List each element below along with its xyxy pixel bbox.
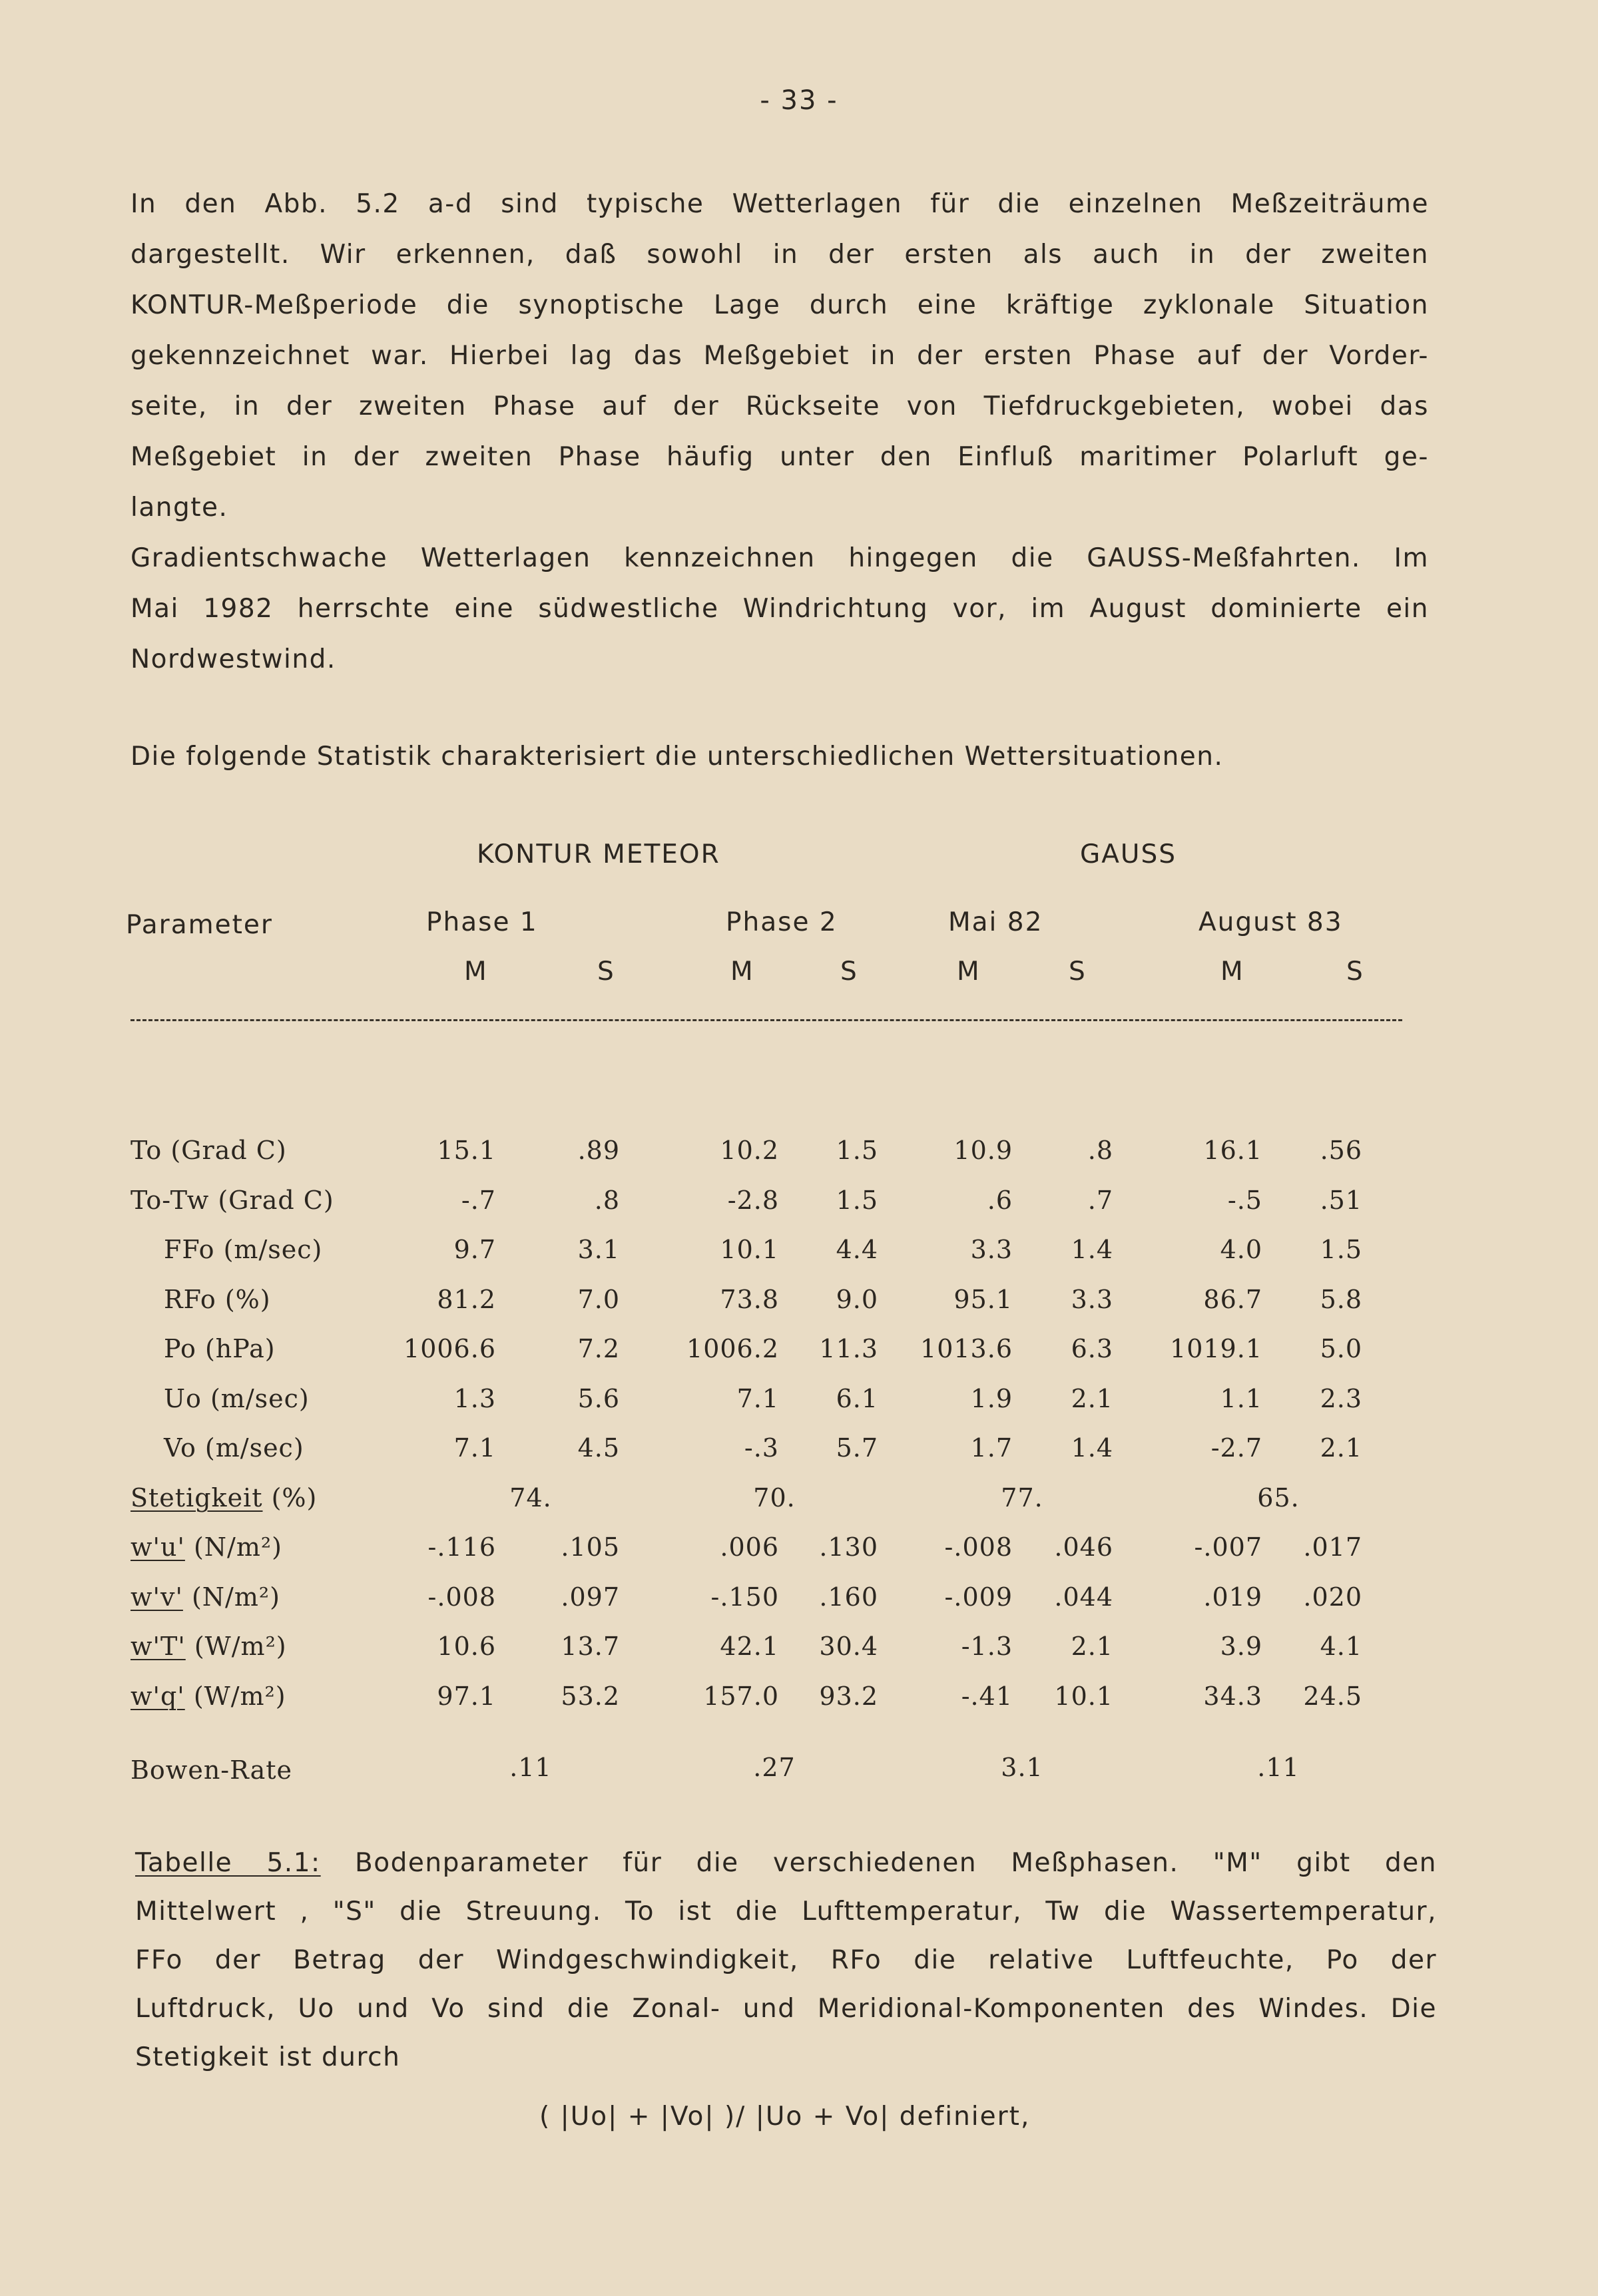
- table-cell: 1013.6: [920, 1334, 1013, 1363]
- table-cell: 11.3: [819, 1334, 878, 1363]
- row-label: [131, 1582, 280, 1612]
- table-cell: 7.1: [453, 1433, 496, 1463]
- table-cell: 10.2: [720, 1136, 779, 1165]
- text-line: Die folgende Statistik charakterisiert die unterschiedlichen Wettersituationen.: [131, 742, 1224, 772]
- table-cell: .130: [819, 1532, 878, 1562]
- header-m: M: [957, 957, 981, 987]
- header-m: M: [464, 957, 488, 987]
- header-august-83: August 83: [1198, 907, 1343, 937]
- row-label-unit: (N/m²): [184, 1532, 282, 1562]
- table-cell: .6: [987, 1186, 1013, 1215]
- table-cell: 70.: [753, 1483, 796, 1512]
- table-cell: 77.: [1001, 1483, 1043, 1512]
- row-label: To (Grad C): [131, 1136, 287, 1165]
- row-label: To-Tw (Grad C): [131, 1186, 334, 1215]
- row-label-underlined: Stetigkeit: [131, 1483, 263, 1512]
- row-label-unit: (%): [262, 1483, 318, 1512]
- table-cell: .044: [1054, 1582, 1113, 1612]
- row-label: Po (hPa): [164, 1334, 276, 1363]
- row-label: Uo (m/sec): [164, 1384, 310, 1413]
- table-cell: 1.9: [970, 1384, 1013, 1413]
- table-cell: 65.: [1257, 1483, 1300, 1512]
- table-cell: 1.5: [836, 1186, 878, 1215]
- table-cell: 53.2: [561, 1682, 620, 1711]
- table-cell: -.7: [461, 1186, 496, 1215]
- table-cell: .11: [509, 1753, 552, 1782]
- paragraph-statistik: [131, 732, 1429, 782]
- row-label-underlined: w'u': [131, 1532, 185, 1562]
- row-label: [131, 1483, 317, 1512]
- caption-line: FFo der Betrag der Windgeschwindigkeit, RFo die relative Luftfeuchte, Po der: [135, 1945, 1437, 1975]
- table-cell: 5.7: [836, 1433, 878, 1463]
- table-cell: 2.1: [1071, 1384, 1113, 1413]
- caption-line: Stetigkeit ist durch: [135, 2042, 401, 2072]
- caption-line: Mittelwert , "S" die Streuung. To ist die Lufttemperatur, Tw die Wassertemperatur,: [135, 1897, 1437, 1927]
- row-label: [131, 1532, 282, 1562]
- text-line: seite, in der zweiten Phase auf der Rückseite von Tiefdruckgebieten, wobei das: [131, 391, 1429, 421]
- table-cell: 74.: [509, 1483, 552, 1512]
- page-number: - 33 -: [760, 85, 838, 116]
- header-m: M: [730, 957, 754, 987]
- table-cell: 1.1: [1220, 1384, 1262, 1413]
- parameter-header: Parameter: [126, 910, 273, 940]
- table-cell: 1006.6: [403, 1334, 496, 1363]
- text-line: dargestellt. Wir erkennen, daß sowohl in der ersten als auch in der zweiten: [131, 240, 1429, 270]
- table-cell: .11: [1257, 1753, 1300, 1782]
- table-cell: -.008: [427, 1582, 496, 1612]
- table-cell: .8: [1087, 1136, 1113, 1165]
- paragraph-gauss: [131, 533, 1429, 685]
- table-cell: 13.7: [561, 1632, 620, 1661]
- header-s: S: [597, 957, 615, 987]
- row-label: FFo (m/sec): [164, 1235, 323, 1264]
- row-label-unit: (N/m²): [182, 1582, 280, 1612]
- table-caption: [135, 1839, 1437, 2082]
- table-cell: 97.1: [437, 1682, 496, 1711]
- text-line: Mai 1982 herrschte eine südwestliche Windrichtung vor, im August dominierte ein: [131, 594, 1429, 624]
- table-cell: 10.1: [1054, 1682, 1113, 1711]
- table-cell: -.150: [710, 1582, 779, 1612]
- table-cell: .020: [1303, 1582, 1362, 1612]
- row-label-underlined: w'T': [131, 1632, 186, 1661]
- group-header-kontur: KONTUR METEOR: [477, 839, 720, 869]
- table-cell: .006: [720, 1532, 779, 1562]
- table-cell: .56: [1320, 1136, 1362, 1165]
- text-line: gekennzeichnet war. Hierbei lag das Meßgebiet in der ersten Phase auf der Vorder-: [131, 341, 1429, 371]
- row-label: Vo (m/sec): [164, 1433, 304, 1463]
- table-cell: 1.3: [453, 1384, 496, 1413]
- table-cell: .046: [1054, 1532, 1113, 1562]
- table-cell: 9.0: [836, 1285, 878, 1314]
- table-cell: 6.3: [1071, 1334, 1113, 1363]
- table-cell: 16.1: [1203, 1136, 1262, 1165]
- table-cell: 157.0: [703, 1682, 779, 1711]
- table-cell: 1.7: [970, 1433, 1013, 1463]
- header-mai-82: Mai 82: [948, 907, 1043, 937]
- text-line: Meßgebiet in der zweiten Phase häufig unter den Einfluß maritimer Polarluft ge-: [131, 442, 1429, 472]
- header-m: M: [1220, 957, 1244, 987]
- table-cell: 5.8: [1320, 1285, 1362, 1314]
- row-label: Bowen-Rate: [131, 1755, 293, 1785]
- table-cell: 81.2: [437, 1285, 496, 1314]
- table-cell: -.008: [944, 1532, 1013, 1562]
- text-line: Gradientschwache Wetterlagen kennzeichnen hingegen die GAUSS-Meßfahrten. Im: [131, 543, 1429, 573]
- caption-line: Luftdruck, Uo und Vo sind die Zonal- und Meridional-Komponenten des Windes. Die: [135, 1994, 1437, 2024]
- table-cell: -1.3: [961, 1632, 1013, 1661]
- table-cell: 3.9: [1220, 1632, 1262, 1661]
- header-s: S: [1346, 957, 1364, 987]
- table-cell: 5.6: [577, 1384, 620, 1413]
- table-cell: 9.7: [453, 1235, 496, 1264]
- table-cell: .89: [577, 1136, 620, 1165]
- table-cell: .097: [561, 1582, 620, 1612]
- table-divider: [131, 1019, 1402, 1021]
- text-line: Nordwestwind.: [131, 644, 336, 674]
- table-cell: 1.5: [1320, 1235, 1362, 1264]
- table-cell: 24.5: [1303, 1682, 1362, 1711]
- table-cell: 1.4: [1071, 1235, 1113, 1264]
- table-cell: 93.2: [819, 1682, 878, 1711]
- caption-line: [135, 1839, 1437, 1887]
- header-s: S: [840, 957, 858, 987]
- table-cell: 30.4: [819, 1632, 878, 1661]
- header-s: S: [1069, 957, 1087, 987]
- table-cell: -2.7: [1210, 1433, 1262, 1463]
- table-cell: 3.1: [577, 1235, 620, 1264]
- table-cell: 4.5: [577, 1433, 620, 1463]
- caption-text: Bodenparameter für die verschiedenen Meßphasen. "M" gibt den: [320, 1848, 1437, 1878]
- text-line: langte.: [131, 493, 228, 523]
- table-cell: -2.8: [727, 1186, 779, 1215]
- paragraph-intro: [131, 179, 1429, 533]
- table-cell: 73.8: [720, 1285, 779, 1314]
- table-cell: .7: [1087, 1186, 1113, 1215]
- table-cell: 3.3: [970, 1235, 1013, 1264]
- table-cell: 15.1: [437, 1136, 496, 1165]
- table-cell: 1.4: [1071, 1433, 1113, 1463]
- row-label-unit: (W/m²): [184, 1682, 286, 1711]
- table-cell: .51: [1320, 1186, 1362, 1215]
- table-cell: 7.1: [736, 1384, 779, 1413]
- table-cell: 6.1: [836, 1384, 878, 1413]
- table-cell: -.007: [1194, 1532, 1262, 1562]
- table-cell: 4.4: [836, 1235, 878, 1264]
- header-phase-2: Phase 2: [726, 907, 838, 937]
- table-cell: 95.1: [953, 1285, 1013, 1314]
- row-label: [131, 1632, 287, 1661]
- table-cell: 86.7: [1203, 1285, 1262, 1314]
- table-cell: .019: [1203, 1582, 1262, 1612]
- table-cell: 1.5: [836, 1136, 878, 1165]
- table-cell: 7.0: [577, 1285, 620, 1314]
- table-cell: 3.3: [1071, 1285, 1113, 1314]
- table-cell: 7.2: [577, 1334, 620, 1363]
- table-cell: 2.1: [1071, 1632, 1113, 1661]
- caption-label: Tabelle 5.1:: [135, 1848, 321, 1878]
- table-cell: .8: [594, 1186, 620, 1215]
- row-label: RFo (%): [164, 1285, 271, 1314]
- table-cell: 3.1: [1001, 1753, 1043, 1782]
- row-label-unit: (W/m²): [185, 1632, 287, 1661]
- row-label-underlined: w'v': [131, 1582, 183, 1612]
- table-cell: .017: [1303, 1532, 1362, 1562]
- row-label: [131, 1682, 286, 1711]
- table-cell: 34.3: [1203, 1682, 1262, 1711]
- table-cell: 5.0: [1320, 1334, 1362, 1363]
- table-cell: 10.6: [437, 1632, 496, 1661]
- table-cell: 10.1: [720, 1235, 779, 1264]
- table-cell: 42.1: [720, 1632, 779, 1661]
- table-cell: 1019.1: [1170, 1334, 1262, 1363]
- text-line: In den Abb. 5.2 a-d sind typische Wetterlagen für die einzelnen Meßzeiträume: [131, 189, 1429, 219]
- text-line: KONTUR-Meßperiode die synoptische Lage durch eine kräftige zyklonale Situation: [131, 290, 1429, 320]
- table-cell: .105: [561, 1532, 620, 1562]
- group-header-gauss: GAUSS: [1080, 839, 1177, 869]
- table-cell: .160: [819, 1582, 878, 1612]
- table-cell: 1006.2: [686, 1334, 779, 1363]
- table-cell: 4.0: [1220, 1235, 1262, 1264]
- table-cell: -.116: [427, 1532, 496, 1562]
- table-cell: .27: [753, 1753, 796, 1782]
- table-cell: 4.1: [1320, 1632, 1362, 1661]
- table-cell: 10.9: [953, 1136, 1013, 1165]
- formula: ( |Uo| + |Vo| )/ |Uo + Vo| definiert,: [539, 2102, 1031, 2132]
- table-cell: -.5: [1227, 1186, 1262, 1215]
- table-cell: -.3: [744, 1433, 779, 1463]
- row-label-underlined: w'q': [131, 1682, 185, 1711]
- table-cell: 2.3: [1320, 1384, 1362, 1413]
- table-cell: -.009: [944, 1582, 1013, 1612]
- table-cell: 2.1: [1320, 1433, 1362, 1463]
- header-phase-1: Phase 1: [426, 907, 538, 937]
- table-cell: -.41: [961, 1682, 1013, 1711]
